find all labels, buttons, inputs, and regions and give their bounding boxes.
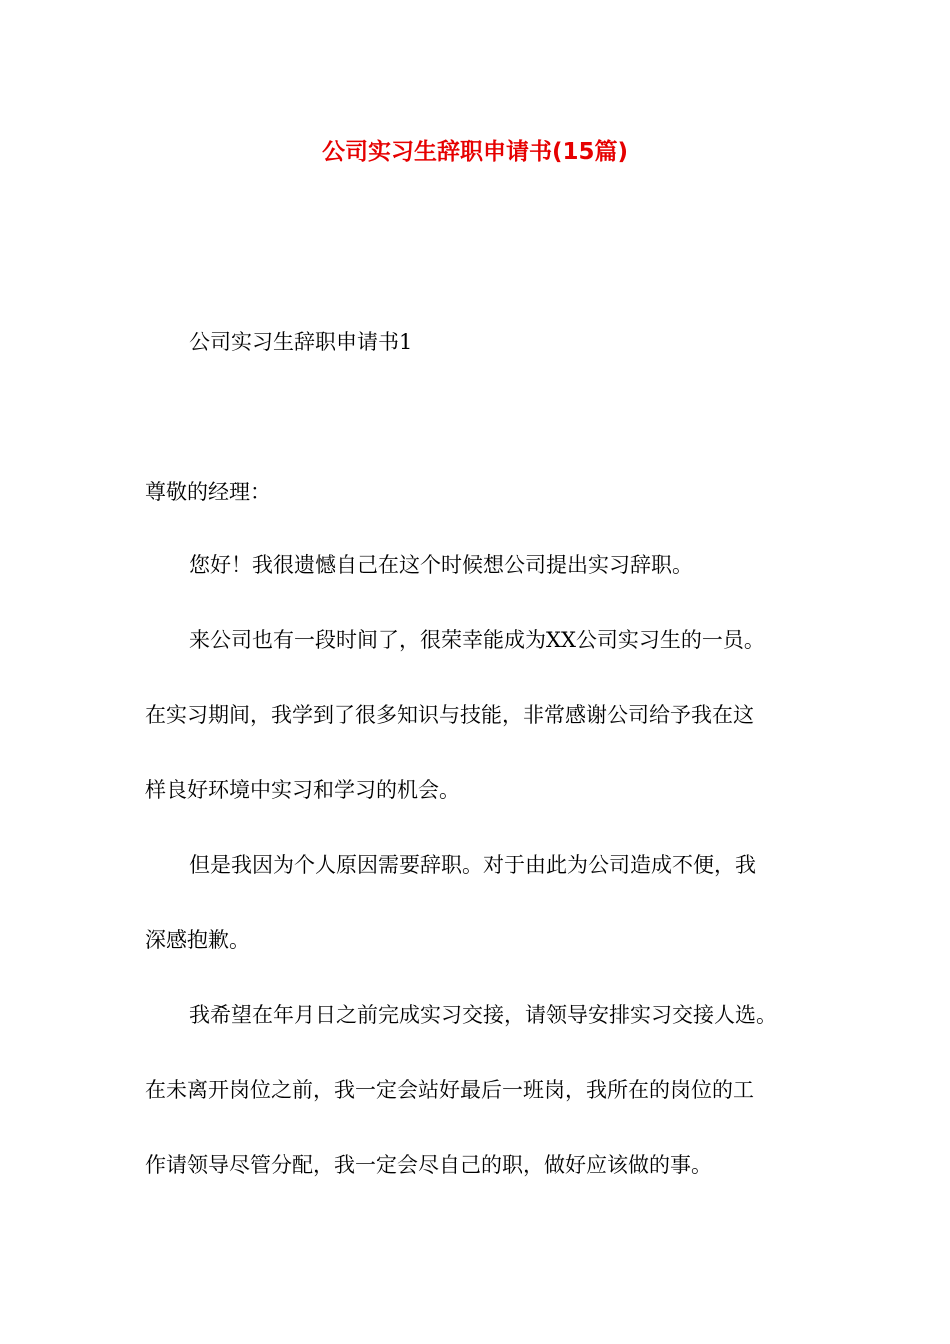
paragraph-line: 但是我因为个人原因需要辞职。对于由此为公司造成不便，我 bbox=[189, 853, 756, 877]
paragraph-line: 样良好环境中实习和学习的机会。 bbox=[145, 778, 460, 802]
paragraph-line: 来公司也有一段时间了，很荣幸能成为XX公司实习生的一员。 bbox=[189, 628, 765, 652]
paragraph-line: 您好！我很遗憾自己在这个时候想公司提出实习辞职。 bbox=[189, 553, 693, 577]
section-heading: 公司实习生辞职申请书1 bbox=[189, 330, 413, 354]
paragraph-line: 作请领导尽管分配，我一定会尽自己的职，做好应该做的事。 bbox=[145, 1153, 712, 1177]
document-title: 公司实习生辞职申请书(15篇) bbox=[321, 139, 629, 165]
paragraph-line: 在实习期间，我学到了很多知识与技能，非常感谢公司给予我在这 bbox=[145, 703, 754, 727]
salutation: 尊敬的经理： bbox=[145, 480, 271, 504]
paragraph-line: 深感抱歉。 bbox=[145, 928, 250, 952]
paragraph-line: 我希望在年月日之前完成实习交接，请领导安排实习交接人选。 bbox=[189, 1003, 777, 1027]
paragraph-line: 在未离开岗位之前，我一定会站好最后一班岗，我所在的岗位的工 bbox=[145, 1078, 754, 1102]
